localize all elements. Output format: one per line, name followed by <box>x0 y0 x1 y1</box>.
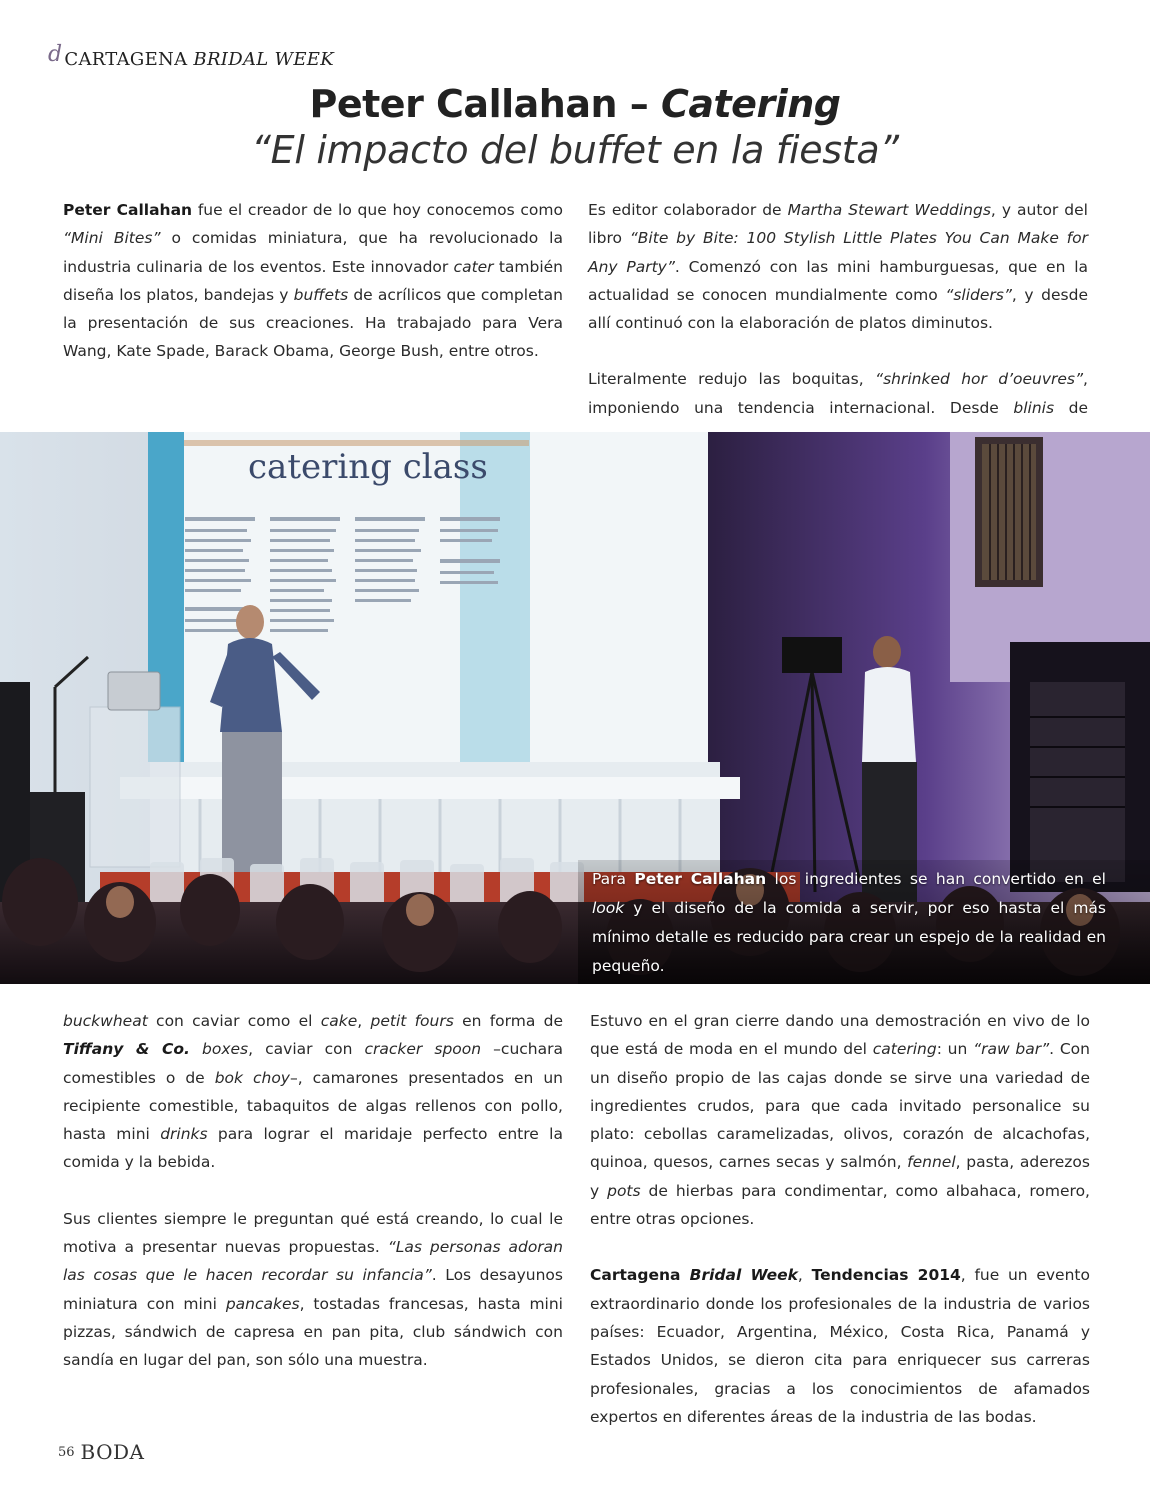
italic-run: look <box>592 899 625 917</box>
text-run: fue el creador de lo que hoy conocemos como <box>192 201 563 219</box>
italic-run: “Las personas adoran las cosas que le hacen recordar su infancia” <box>63 1238 563 1285</box>
article-title <box>0 82 1150 126</box>
text-run: de acrílicos que completan la presentación de sus creaciones. Ha trabajado para Vera Wang, Kate Spade, Barack Obama, George Bush, entre otros. <box>63 285 564 361</box>
italic-run: pots <box>607 1181 641 1200</box>
italic-run: pancakes <box>225 1294 300 1313</box>
text-run: Es editor colaborador de <box>588 201 788 219</box>
paragraph <box>590 1261 1090 1431</box>
italic-run: petit fours <box>370 1012 454 1030</box>
paragraph <box>588 196 1088 337</box>
article-subtitle: “El impacto del buffet en la fiesta” <box>251 128 899 172</box>
text-run <box>190 1040 202 1058</box>
text-run: . Los desayunos miniatura con mini <box>63 1266 563 1313</box>
section-label <box>48 42 334 71</box>
italic-run: “sliders” <box>945 285 1012 304</box>
bold-run: Cartagena <box>590 1266 690 1285</box>
photo-caption <box>578 865 1106 981</box>
text-run: de hierbas para condimentar, como albahaca, romero, entre otras opciones. <box>590 1181 1090 1229</box>
italic-run: “Bite by Bite: 100 Stylish Little Plates You Can Make for Any Party” <box>588 229 1088 276</box>
text-run: , tostadas francesas, hasta mini pizzas, sándwich de capresa en pan pita, club sándwich con sandía en lugar del pan, son sólo una muestra. <box>63 1294 563 1370</box>
screen-heading: catering class <box>248 447 488 487</box>
bold-name: Peter Callahan <box>634 870 767 888</box>
text-run: de <box>1054 398 1088 417</box>
text-run: , <box>357 1012 371 1030</box>
page-number: 56 <box>58 1445 75 1460</box>
text-run: , y autor del libro <box>588 201 1088 248</box>
magazine-monogram: d <box>48 42 63 67</box>
text-run: , imponiendo una tendencia internacional. Desde <box>588 370 1088 417</box>
text-run: los ingredientes se han convertido en el <box>766 870 1106 888</box>
text-run: Literalmente redujo las boquitas, <box>588 370 876 389</box>
title-italic: Catering <box>660 82 841 126</box>
column-left-bottom <box>63 1007 563 1403</box>
italic-run: cracker spoon <box>364 1040 482 1059</box>
section-prefix: CARTAGENA <box>64 49 194 70</box>
page-footer <box>58 1440 145 1464</box>
text-run: , fue un evento extraordinario donde los profesionales de la industria de varios países: Ecuador, Argentina, México, Costa Rica, Panamá y Estados Unidos, se dieron cita para enriquecer sus carreras profesionales, gracias a los conocimientos de afamados expertos en diferentes áreas de la industria de las bodas. <box>590 1266 1090 1426</box>
italic-run: buffets <box>293 285 349 304</box>
text-run: Sus clientes siempre le preguntan qué está creando, lo cual le motiva a presentar nuevas propuestas. <box>63 1209 563 1257</box>
italic-run: cater <box>453 257 494 276</box>
text-run: , <box>797 1266 812 1285</box>
italic-run: Martha Stewart Weddings <box>787 201 991 219</box>
text-run: : un <box>936 1040 974 1059</box>
paragraph <box>63 196 563 366</box>
section-italic: BRIDAL WEEK <box>193 49 334 70</box>
italic-run: drinks <box>160 1125 208 1144</box>
text-run: también diseña los platos, bandejas y <box>63 257 563 304</box>
paragraph <box>63 1205 563 1375</box>
text-run: –, camarones presentados en un recipiente comestible, tabaquitos de algas rellenos con pollo, hasta mini <box>63 1068 564 1144</box>
bold-italic-run: Bridal Week <box>689 1266 798 1285</box>
column-left-top <box>63 196 563 394</box>
text-run: –cuchara comestibles o de <box>63 1040 563 1087</box>
bold-italic-run: Tiffany & Co. <box>63 1040 190 1059</box>
italic-run: cake <box>320 1012 358 1030</box>
column-right-bottom <box>590 1007 1090 1459</box>
text-run: , y desde allí continuó con la elaboración de platos diminutos. <box>588 285 1088 333</box>
text-run: , caviar con <box>248 1040 365 1059</box>
text-run: , pasta, aderezos y <box>590 1153 1090 1200</box>
text-run: o comidas miniatura, que ha revolucionado la industria culinaria de los eventos. Este innovador <box>63 229 563 276</box>
paragraph <box>588 365 1088 422</box>
italic-run: “shrinked hor d’oeuvres” <box>875 370 1084 389</box>
text-run: y el diseño de la comida a servir, por eso hasta el más mínimo detalle es reducido para crear un espejo de la realidad en pequeño. <box>592 899 1106 975</box>
paragraph <box>63 1007 563 1177</box>
title-main: Peter Callahan – <box>309 82 661 126</box>
italic-run: bok choy <box>214 1068 290 1087</box>
italic-run: boxes <box>202 1040 249 1059</box>
text-run: Estuvo en el gran cierre dando una demostración en vivo de lo que está de moda en el mundo del <box>590 1012 1090 1059</box>
italic-run: blinis <box>1013 398 1055 417</box>
bold-run: Tendencias 2014 <box>811 1266 961 1285</box>
italic-run: “Mini Bites” <box>63 229 161 248</box>
italic-run: “raw bar” <box>973 1040 1050 1059</box>
bold-name: Peter Callahan <box>63 201 193 219</box>
text-run: para lograr el maridaje perfecto entre la comida y la bebida. <box>63 1125 563 1172</box>
text-run: en forma de <box>453 1012 564 1030</box>
italic-run: buckwheat <box>63 1012 148 1030</box>
italic-run: fennel <box>907 1153 956 1172</box>
paragraph <box>590 1007 1090 1233</box>
italic-run: catering <box>872 1040 937 1059</box>
column-right-top <box>588 196 1088 450</box>
text-run: . Comenzó con las mini hamburguesas, que en la actualidad se conocen mundialmente como <box>588 257 1089 304</box>
text-run: . Con un diseño propio de las cajas donde se sirve una variedad de ingredientes crudos, para que cada invitado personalice su plato: cebollas caramelizadas, olivos, corazón de alcachofas, quinoa, quesos, carnes secas y salmón, <box>590 1040 1090 1172</box>
magazine-brand: BODA <box>80 1440 145 1464</box>
text-run: Para <box>592 870 635 888</box>
text-run: con caviar como el <box>147 1012 321 1030</box>
